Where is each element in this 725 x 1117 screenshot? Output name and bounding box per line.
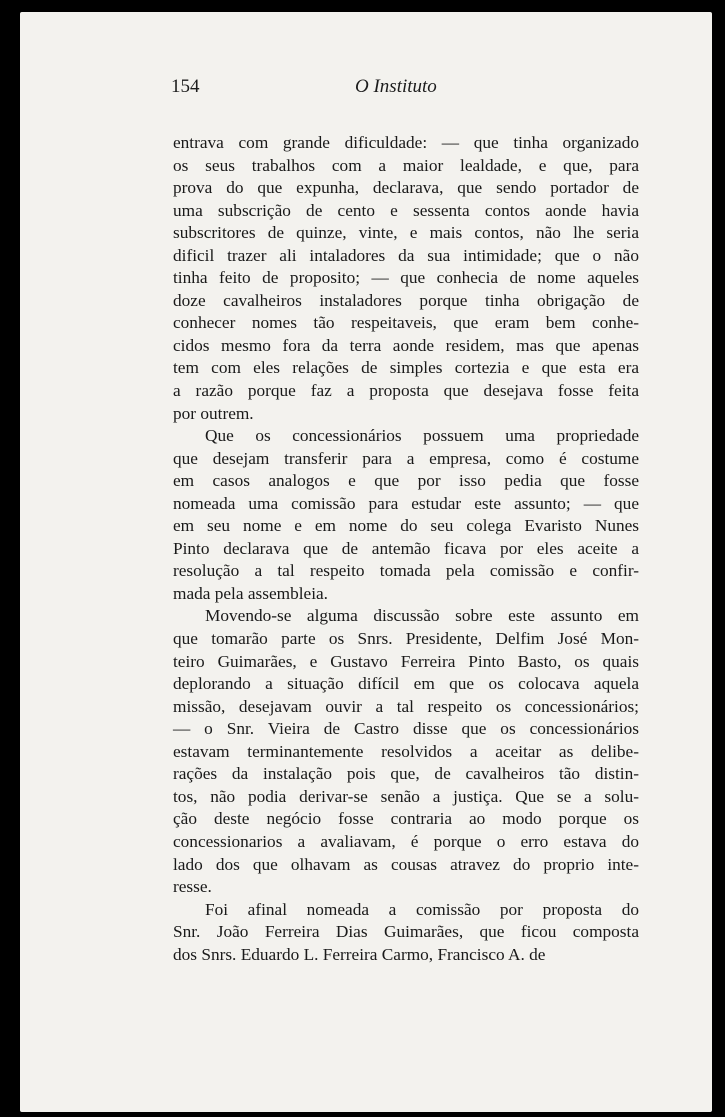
text-line: — o Snr. Vieira de Castro disse que os concessionários — [173, 719, 639, 739]
text-line: teiro Guimarães, e Gustavo Ferreira Pinto Basto, os quais — [173, 651, 639, 671]
text-line: cidos mesmo fora da terra aonde residem, mas que apenas — [173, 335, 639, 355]
paragraph — [173, 605, 639, 898]
text-line: doze cavalheiros instaladores porque tinha obrigação de — [173, 290, 639, 310]
text-line: conhecer nomes tão respeitaveis, que eram bem conhe- — [173, 313, 639, 333]
page-number: 154 — [171, 76, 200, 97]
text-line: uma subscrição de cento e sessenta contos aonde havia — [173, 200, 639, 220]
text-line: dos Snrs. Eduardo L. Ferreira Carmo, Francisco A. de — [173, 944, 546, 964]
text-line: que tomarão parte os Snrs. Presidente, Delfim José Mon- — [173, 629, 639, 649]
text-line: rações da instalação pois que, de cavalheiros tão distin- — [173, 764, 639, 784]
text-line: resse. — [173, 877, 212, 897]
text-line: prova do que expunha, declarava, que sendo portador de — [173, 178, 639, 198]
text-line: subscritores de quinze, vinte, e mais contos, não lhe seria — [173, 223, 639, 243]
text-line: os seus trabalhos com a maior lealdade, e que, para — [173, 155, 639, 175]
text-line: dificil trazer ali intaladores da sua intimidade; que o não — [173, 245, 639, 265]
text-line: estavam terminantemente resolvidos a aceitar as delibe- — [173, 741, 639, 761]
paragraph — [173, 132, 639, 425]
text-line: deplorando a situação difícil em que os colocava aquela — [173, 674, 639, 694]
text-line: Foi afinal nomeada a comissão por proposta do — [205, 899, 639, 919]
text-line: que desejam transferir para a empresa, como é costume — [173, 448, 639, 468]
text-line: tinha feito de proposito; — que conhecia de nome aqueles — [173, 268, 639, 288]
text-line: lado dos que olhavam as cousas atravez do proprio inte- — [173, 854, 639, 874]
text-line: missão, desejavam ouvir a tal respeito os concessionários; — [173, 696, 639, 716]
text-line: Snr. João Ferreira Dias Guimarães, que ficou composta — [173, 922, 639, 942]
text-line: entrava com grande dificuldade: — que tinha organizado — [173, 133, 639, 152]
running-title: O Instituto — [355, 76, 437, 97]
text-line: ção deste negócio fosse contraria ao modo porque os — [173, 809, 639, 829]
text-line: concessionarios a avaliavam, é porque o erro estava do — [173, 831, 639, 851]
paragraph — [173, 899, 639, 967]
text-line: em seu nome e em nome do seu colega Evaristo Nunes — [173, 516, 639, 536]
book-page — [20, 12, 712, 1112]
text-line: resolução a tal respeito tomada pela comissão e confir- — [173, 561, 639, 581]
text-line: em casos analogos e que por isso pedia que fosse — [173, 471, 639, 491]
text-line: Movendo-se alguma discussão sobre este assunto em — [205, 606, 639, 626]
text-line: Pinto declarava que de antemão ficava por eles aceite a — [173, 538, 639, 558]
text-line: mada pela assembleia. — [173, 583, 328, 603]
text-line: Que os concessionários possuem uma propriedade — [205, 426, 639, 446]
text-line: por outrem. — [173, 403, 254, 423]
body-text — [173, 132, 639, 966]
text-line: a razão porque faz a proposta que desejava fosse feita — [173, 381, 639, 401]
text-line: nomeada uma comissão para estudar este assunto; — que — [173, 493, 639, 513]
page-header — [20, 72, 712, 102]
paragraph — [173, 425, 639, 605]
text-line: tos, não podia derivar-se senão a justiça. Que se a solu- — [173, 786, 639, 806]
text-line: tem com eles relações de simples cortezia e que esta era — [173, 358, 639, 378]
